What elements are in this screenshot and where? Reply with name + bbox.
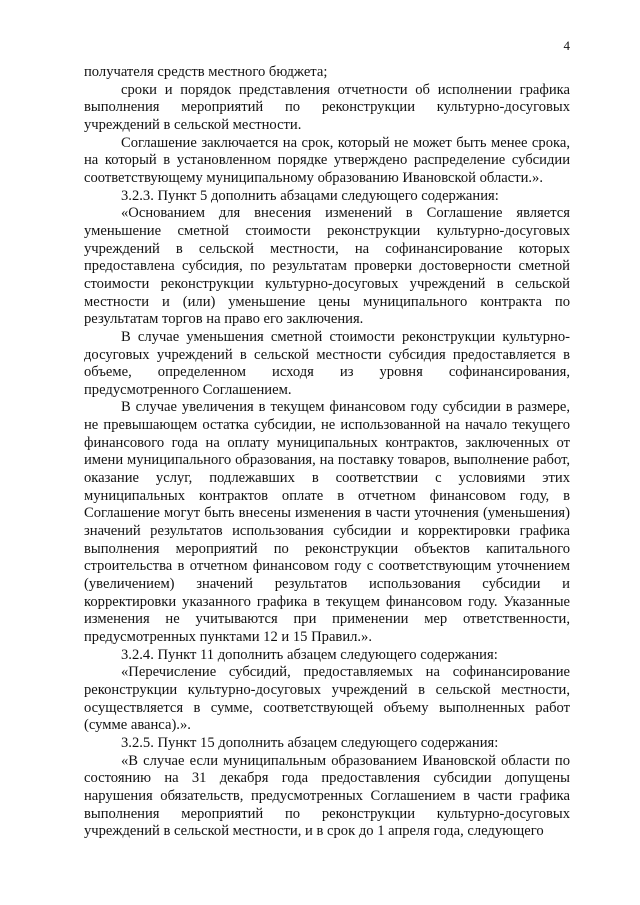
paragraph-recipient: получателя средств местного бюджета; xyxy=(84,64,328,80)
paragraph-cost-reduction: В случае уменьшения сметной стоимости реконструкции культурно-досуговых учреждений в сельской местности субсидия предоставляется в объеме, определенном исходя из уровня софинансирования, предусмотренного Соглашением. xyxy=(84,328,570,398)
paragraph-clause-3-2-5: 3.2.5. Пункт 15 дополнить абзацем следующего содержания: xyxy=(121,734,499,751)
paragraph-agreement-term: Соглашение заключается на срок, который не может быть менее срока, на который в установленном порядке утверждено распределение субсидии соответствующему муниципальному образованию Ивановской области.». xyxy=(84,134,570,186)
paragraph-obligation-violation: «В случае если муниципальным образованием Ивановской области по состоянию на 31 декабря года предоставления субсидии допущены нарушения обязательств, предусмотренных Соглашением в части графика выполнения мероприятий по реконструкции культурно-досуговых учреждений в сельской местности, и в срок до 1 апреля года, следующего xyxy=(84,752,570,840)
paragraph-clause-3-2-4: 3.2.4. Пункт 11 дополнить абзацем следующего содержания: xyxy=(121,646,498,663)
page-number: 4 xyxy=(563,38,570,53)
paragraph-subsidy-increase: В случае увеличения в текущем финансовом году субсидии в размере, не превышающем остатка субсидии, не использованной на начало текущего финансового года на оплату муниципальных контрактов, заключенных от имени муниципального образования, на поставку товаров, выполнение работ, оказание услуг, подлежавших в соответствии с условиями этих муниципальных контрактов оплате в отчетном финансовом году, в Соглашение могут быть внесены изменения в части уточнения (уменьшения) значений результатов использования субсидии и корректировки графика выполнения мероприятий по реконструкции объектов капитального строительства в отчетном финансовом году с соответствующим уточнением (увеличением) значений результатов использования субсидии и корректировки указанного графика в текущем финансовом году. Указанные изменения не учитываются при применении мер ответственности, предусмотренных пунктами 12 и 15 Правил.». xyxy=(84,399,570,645)
document-body xyxy=(84,64,570,841)
paragraph-subsidy-transfer: «Перечисление субсидий, предоставляемых на софинансирование реконструкции культурно-досуговых учреждений в сельской местности, осуществляется в сумме, соответствующей объему выполненных работ (сумме аванса).». xyxy=(84,664,570,734)
paragraph-grounds-for-changes: «Основанием для внесения изменений в Соглашение является уменьшение сметной стоимости реконструкции культурно-досуговых учреждений в сельской местности, на софинансирование которых предоставлена субсидия, по результатам проверки достоверности сметной стоимости реконструкции культурно-досуговых учреждений в сельской местности и (или) уменьшение цены муниципального контракта по результатам торгов на право его заключения. xyxy=(84,205,570,328)
paragraph-clause-3-2-3: 3.2.3. Пункт 5 дополнить абзацами следующего содержания: xyxy=(121,187,499,204)
paragraph-reporting-terms: сроки и порядок представления отчетности об исполнении графика выполнения мероприятий по реконструкции культурно-досуговых учреждений в сельской местности. xyxy=(84,81,570,133)
